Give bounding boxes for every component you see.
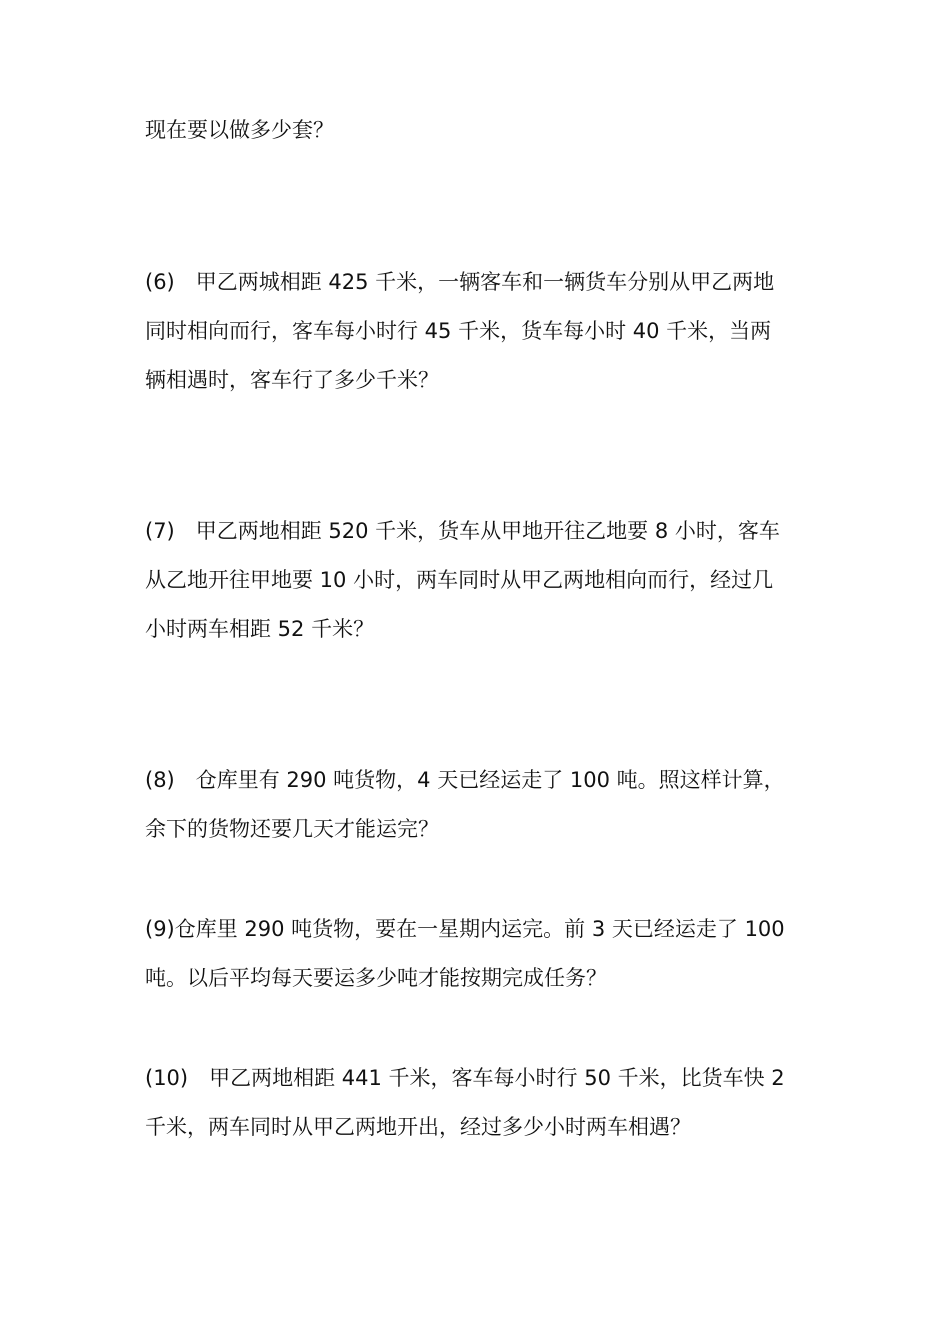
problem-line: 小时两车相距 52 千米？ <box>145 617 375 641</box>
problem-line: 从乙地开往甲地要 10 小时，两车同时从甲乙两地相向而行，经过几 <box>145 568 774 592</box>
problem-line: 余下的货物还要几天才能运完？ <box>145 817 439 841</box>
problem-line: (6) 甲乙两城相距 425 千米，一辆客车和一辆货车分别从甲乙两地 <box>145 270 775 294</box>
problem-line: (9)仓库里 290 吨货物，要在一星期内运完。前 3 天已经运走了 100 <box>145 917 785 941</box>
problem-line: (10) 甲乙两地相距 441 千米，客车每小时行 50 千米，比货车快 2 <box>145 1066 785 1090</box>
problem-continuation <box>145 106 815 155</box>
problem-line: 同时相向而行，客车每小时行 45 千米，货车每小时 40 千米，当两 <box>145 319 772 343</box>
problem-6 <box>145 258 815 405</box>
problem-10 <box>145 1054 815 1152</box>
problem-line: 现在要以做多少套？ <box>145 118 334 142</box>
problem-9 <box>145 905 815 1003</box>
problem-7 <box>145 507 815 654</box>
problem-line: 千米，两车同时从甲乙两地开出，经过多少小时两车相遇？ <box>145 1115 691 1139</box>
problem-8 <box>145 756 815 854</box>
problem-line: 辆相遇时，客车行了多少千米？ <box>145 368 439 392</box>
problem-line: 吨。以后平均每天要运多少吨才能按期完成任务？ <box>145 966 607 990</box>
problem-line: (7) 甲乙两地相距 520 千米，货车从甲地开往乙地要 8 小时，客车 <box>145 519 780 543</box>
problem-line: (8) 仓库里有 290 吨货物，4 天已经运走了 100 吨。照这样计算， <box>145 768 785 792</box>
